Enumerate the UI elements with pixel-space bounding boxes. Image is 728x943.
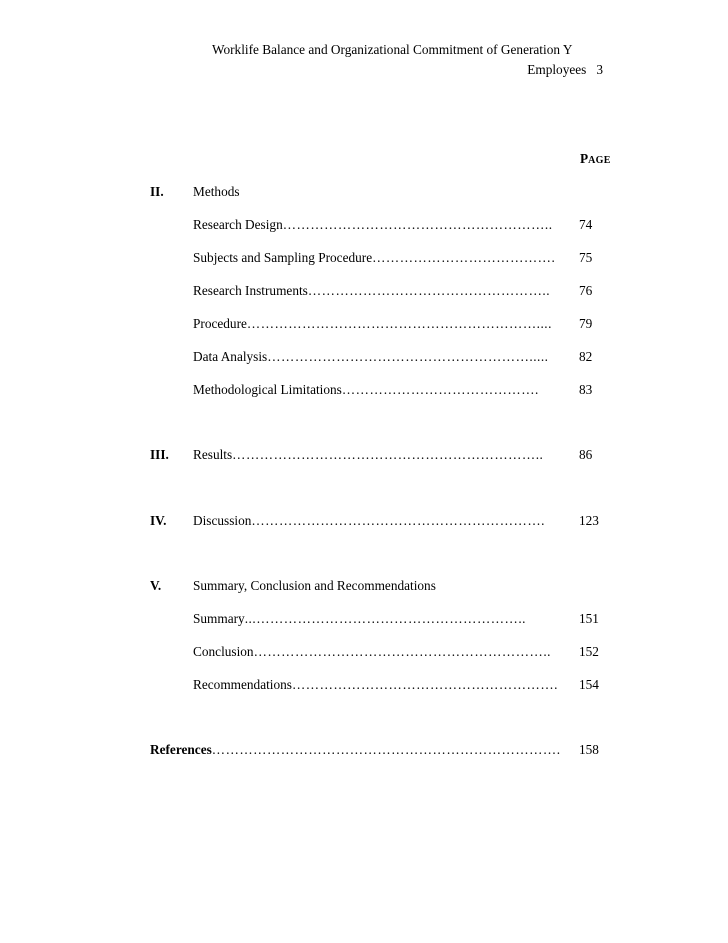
running-header-line1: Worklife Balance and Organizational Commitment of Generation Y [212,42,573,57]
toc-leader: …………………………………………………………………. [211,742,561,757]
toc-leader: …………………………………. [372,250,556,265]
running-header-line2 [527,62,603,78]
toc-entry-label: Results [193,447,233,462]
toc-entry-label: Research Design [193,217,283,232]
page-column-heading-initial: P [580,151,589,166]
page-column-heading [580,151,611,167]
section-numeral-summary: V. [150,578,162,593]
toc-entry-summary[interactable] [193,611,569,627]
toc-leader: ……………………………………………………….... [246,316,552,331]
toc-leader: ……………………………………………………….. [253,644,551,659]
toc-page-number: 83 [579,382,593,397]
toc-page-number: 158 [579,742,599,757]
toc-page-number: 76 [579,283,593,298]
toc-page-number: 152 [579,644,599,659]
toc-entry-research-design[interactable] [193,217,569,233]
toc-page-number: 86 [579,447,593,462]
toc-entry-label: Data Analysis [193,349,268,364]
running-header-continuation: Employees [527,62,587,77]
toc-entry-procedure[interactable] [193,316,569,332]
toc-entry-label: Conclusion [193,644,254,659]
toc-leader: ...………………………………………………….. [244,611,526,626]
toc-entry-label: Research Instruments [193,283,308,298]
toc-leader: ………………………………………………….. [282,217,553,232]
toc-entry-references[interactable] [150,742,569,758]
toc-entry-research-instruments[interactable] [193,283,569,299]
toc-entry-label: Subjects and Sampling Procedure [193,250,373,265]
section-title-methods: Methods [193,184,240,199]
toc-page-number: 75 [579,250,593,265]
toc-entry-label: Methodological Limitations [193,382,342,397]
toc-entry-subjects-sampling[interactable] [193,250,569,266]
toc-entry-label: References [150,742,212,757]
toc-entry-label: Summary [193,611,245,626]
toc-leader: …………………………………………….. [307,283,551,298]
toc-page-number: 74 [579,217,593,232]
toc-leader: …………………………………………………..... [267,349,549,364]
section-numeral-results: III. [150,447,169,462]
section-numeral-methods: II. [150,184,164,199]
header-page-number: 3 [596,62,603,77]
toc-page-number: 82 [579,349,593,364]
toc-leader: …………………………………………………. [291,677,558,692]
toc-entry-methodological-limitations[interactable] [193,382,569,398]
toc-page-number: 123 [579,513,599,528]
toc-page-number: 79 [579,316,593,331]
toc-leader: ……………………………………. [341,382,539,397]
toc-entry-discussion[interactable] [193,513,569,529]
page-column-heading-rest: AGE [588,155,611,166]
section-title-summary: Summary, Conclusion and Recommendations [193,578,436,593]
toc-page-number: 151 [579,611,599,626]
toc-leader: ………………………………………………………. [251,513,545,528]
toc-page-number: 154 [579,677,599,692]
toc-entry-conclusion[interactable] [193,644,569,660]
toc-entry-recommendations[interactable] [193,677,569,693]
toc-entry-data-analysis[interactable] [193,349,569,365]
section-numeral-discussion: IV. [150,513,167,528]
toc-entry-label: Procedure [193,316,247,331]
toc-entry-results[interactable] [193,447,569,463]
toc-entry-label: Discussion [193,513,252,528]
toc-entry-label: Recommendations [193,677,292,692]
toc-leader: ………………………………………………………….. [232,447,544,462]
